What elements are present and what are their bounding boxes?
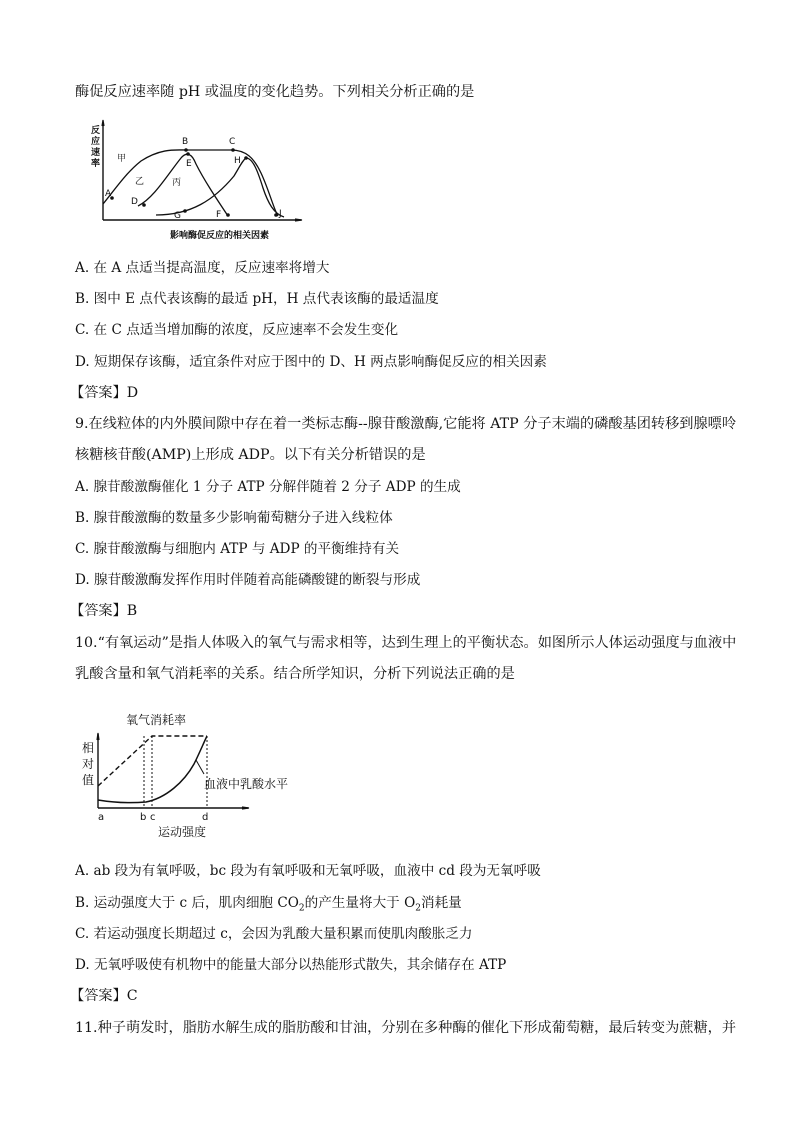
q8-option-c[interactable]: C. 在 C 点适当增加酶的浓度，反应速率不会发生变化 xyxy=(75,322,399,338)
q10-option-b-part1: B. 运动强度大于 c 后，肌肉细胞 CO xyxy=(75,895,299,911)
q8-label-j: J xyxy=(279,209,282,219)
q10-tick-c: c xyxy=(150,812,156,823)
q10-answer: 【答案】C xyxy=(70,988,138,1004)
q8-ylabel-1: 反 xyxy=(91,126,101,136)
q8-stem-tail: 酶促反应速率随 pH 或温度的变化趋势。下列相关分析正确的是 xyxy=(75,84,475,100)
q8-label-e: E xyxy=(186,159,192,169)
q10-option-b-sub2: 2 xyxy=(415,903,421,914)
q8-curve-label-bing: 丙 xyxy=(172,178,182,188)
q9-answer: 【答案】B xyxy=(70,603,138,619)
q10-stem-line1: 10.“有氧运动”是指人体吸入的氧气与需求相等，达到生理上的平衡状态。如图所示人体运动强度与血液中 xyxy=(75,635,737,651)
q8-ylabel-2: 应 xyxy=(91,137,101,147)
q10-tick-d: d xyxy=(202,812,209,823)
q8-point-b xyxy=(184,148,188,152)
q10-stem-line2: 乳酸含量和氧气消耗率的关系。结合所学知识，分析下列说法正确的是 xyxy=(75,666,515,682)
q8-answer: 【答案】D xyxy=(70,385,139,401)
q8-label-f: F xyxy=(216,210,222,220)
q8-xlabel: 影响酶促反应的相关因素 xyxy=(170,231,270,241)
q8-curve-label-yi: 乙 xyxy=(135,177,145,187)
q9-stem-line2: 核糖核苷酸(AMP)上形成 ADP。以下有关分析错误的是 xyxy=(75,447,426,463)
q8-point-h xyxy=(244,156,248,160)
q9-option-d[interactable]: D. 腺苷酸激酶发挥作用时伴随着高能磷酸键的断裂与形成 xyxy=(75,572,421,588)
q8-point-e xyxy=(186,152,190,156)
q10-tick-a: a xyxy=(98,812,105,823)
q8-point-g xyxy=(183,209,187,213)
q10-option-b-sub1: 2 xyxy=(298,903,305,914)
q8-ylabel-4: 率 xyxy=(91,159,101,169)
q10-option-c[interactable]: C. 若运动强度长期超过 c，会因为乳酸大量积累而使肌肉酸胀乏力 xyxy=(75,926,473,942)
q8-option-b[interactable]: B. 图中 E 点代表该酶的最适 pH，H 点代表该酶的最适温度 xyxy=(75,291,439,307)
q10-ylabel-2: 对 xyxy=(82,757,95,771)
q10-xlabel: 运动强度 xyxy=(158,825,207,839)
q9-stem-line1: 9.在线粒体的内外膜间隙中存在着一类标志酶--腺苷酸激酶,它能将 ATP 分子末端的磷酸基团转移到腺嘌呤 xyxy=(75,416,737,432)
q11-stem-line1: 11.种子萌发时，脂肪水解生成的脂肪酸和甘油，分别在多种酶的催化下形成葡萄糖，最后转变为蔗糖，并 xyxy=(75,1020,737,1036)
q8-point-j xyxy=(274,213,278,217)
q10-label-lactate: 血液中乳酸水平 xyxy=(204,777,289,791)
q8-point-f xyxy=(226,213,230,217)
q10-option-b-part2: 的产生量将大于 O xyxy=(304,895,416,911)
q8-label-d: D xyxy=(131,197,138,207)
q9-option-a[interactable]: A. 腺苷酸激酶催化 1 分子 ATP 分解伴随着 2 分子 ADP 的生成 xyxy=(75,479,461,495)
q10-ylabel-1: 相 xyxy=(82,741,95,755)
q8-ylabel-3: 速 xyxy=(91,148,101,158)
q10-option-a[interactable]: A. ab 段为有氧呼吸，bc 段为有氧呼吸和无氧呼吸，血液中 cd 段为无氧呼吸 xyxy=(75,863,541,879)
q8-point-c xyxy=(231,148,235,152)
q10-option-b[interactable] xyxy=(75,893,462,919)
q10-lactate-leader xyxy=(196,760,204,774)
q10-tick-b: b xyxy=(140,812,147,823)
q8-option-d[interactable]: D. 短期保存该酶，适宜条件对应于图中的 D、H 两点影响酶促反应的相关因素 xyxy=(75,354,547,370)
q8-label-b: B xyxy=(182,137,189,147)
q10-label-oxygen: 氧气消耗率 xyxy=(126,713,187,727)
q10-figure xyxy=(76,700,346,842)
q8-figure xyxy=(86,118,310,244)
q8-option-a[interactable]: A. 在 A 点适当提高温度，反应速率将增大 xyxy=(75,260,330,276)
q8-label-g: G xyxy=(174,211,181,221)
q10-ylabel-3: 值 xyxy=(82,773,95,787)
q8-curve-yi xyxy=(138,154,228,216)
q9-option-b[interactable]: B. 腺苷酸激酶的数量多少影响葡萄糖分子进入线粒体 xyxy=(75,510,393,526)
q8-label-c: C xyxy=(229,137,236,147)
q10-option-d[interactable]: D. 无氧呼吸使有机物中的能量大部分以热能形式散失，其余储存在 ATP xyxy=(75,957,507,973)
q8-label-a: A xyxy=(105,189,112,199)
q10-option-b-part3: 消耗量 xyxy=(420,895,462,911)
q9-option-c[interactable]: C. 腺苷酸激酶与细胞内 ATP 与 ADP 的平衡维持有关 xyxy=(75,541,400,557)
q8-point-d xyxy=(142,203,146,207)
q8-label-h: H xyxy=(234,156,241,166)
q8-curve-label-jia: 甲 xyxy=(117,154,127,164)
